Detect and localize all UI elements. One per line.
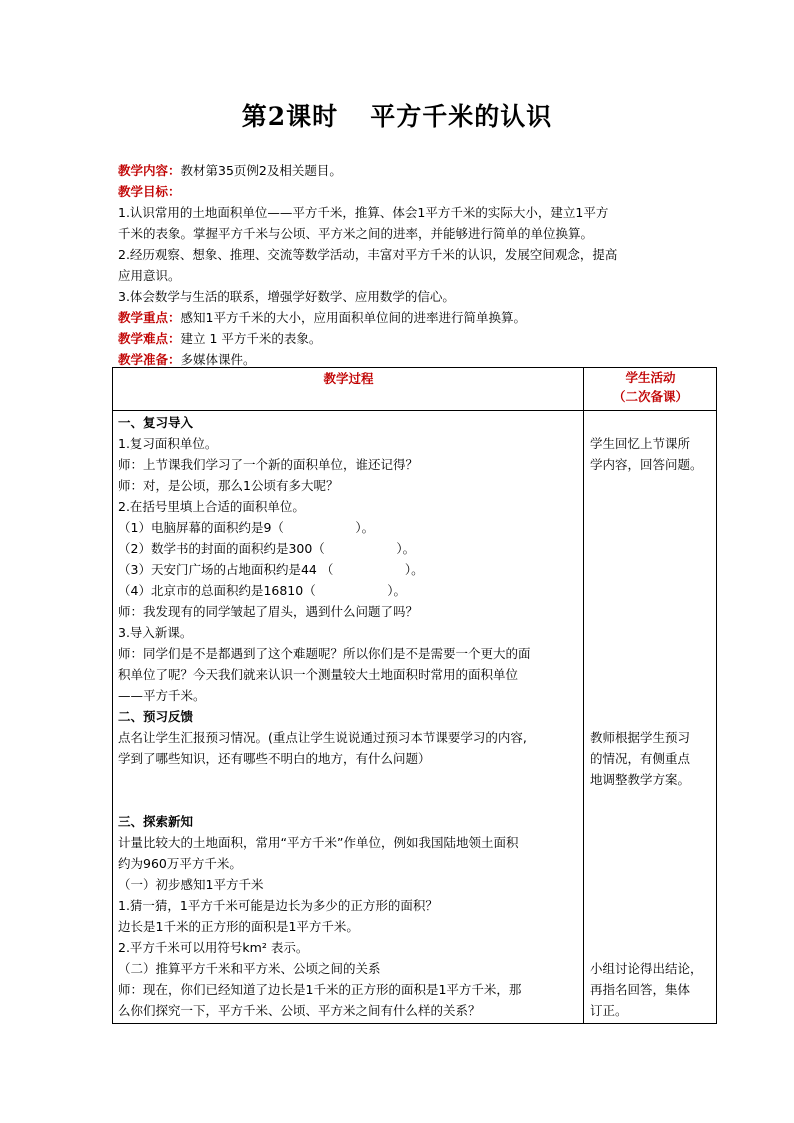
activity-line (590, 706, 712, 727)
activity-line (590, 853, 712, 874)
process-line: 三、探索新知 (118, 814, 194, 829)
process-line: 一、复习导入 (118, 415, 194, 430)
activity-line: 地调整教学方案。 (590, 772, 691, 787)
intro-text: 感知1平方千米的大小，应用面积单位间的进率进行简单换算。 (180, 310, 526, 325)
intro-line (118, 307, 718, 328)
activity-line (590, 832, 712, 853)
process-line: 2.在括号里填上合适的面积单位。 (118, 499, 305, 514)
intro-line (118, 244, 718, 265)
process-line: （2）数学书的封面的面积约是300（ ）。 (118, 541, 416, 556)
lesson-number: 第2课时 (241, 102, 339, 131)
student-activity-content (584, 411, 717, 1024)
process-line: 学到了哪些知识，还有哪些不明白的地方，有什么问题） (118, 751, 431, 766)
activity-line: 小组讨论得出结论， (590, 961, 703, 976)
table-header-row (113, 368, 717, 411)
activity-line: 再指名回答，集体 (590, 982, 691, 997)
process-line: 3.导入新课。 (118, 625, 193, 640)
intro-text: 多媒体课件。 (180, 352, 256, 367)
intro-text: 教材第35页例2及相关题目。 (180, 163, 342, 178)
process-line: （4）北京市的总面积约是16810（ ）。 (118, 583, 406, 598)
page-title (0, 99, 794, 135)
process-line: （一）初步感知1平方千米 (118, 877, 264, 892)
teaching-process-table (112, 367, 717, 1024)
process-line (118, 790, 579, 811)
process-line: 点名让学生汇报预习情况。(重点让学生说说通过预习本节课要学习的内容, (118, 730, 527, 745)
activity-line: 的情况，有侧重点 (590, 751, 691, 766)
process-line: 积单位了呢？今天我们就来认识一个测量较大土地面积时常用的面积单位 (118, 667, 519, 682)
activity-line: 教师根据学生预习 (590, 730, 691, 745)
intro-label: 教学重点： (118, 310, 181, 325)
activity-line (590, 937, 712, 958)
process-line: 师：我发现有的同学皱起了眉头，遇到什么问题了吗？ (118, 604, 419, 619)
process-line: ——平方千米。 (118, 688, 206, 703)
activity-line (590, 874, 712, 895)
intro-label: 教学难点： (118, 331, 181, 346)
activity-line: 订正。 (590, 1003, 628, 1018)
activity-line: 学生回忆上节课所 (590, 436, 691, 451)
process-line: 二、预习反馈 (118, 709, 194, 724)
activity-line (590, 412, 712, 433)
activity-line (590, 916, 712, 937)
activity-line: 学内容，回答问题。 (590, 457, 703, 472)
activity-line (590, 517, 712, 538)
process-line: 2.平方千米可以用符号km² 表示。 (118, 940, 309, 955)
intro-line (118, 223, 718, 244)
intro-text: 2.经历观察、想象、推理、交流等数学活动，丰富对平方千米的认识，发展空间观念，提高 (118, 247, 618, 262)
lesson-topic: 平方千米的认识 (370, 102, 553, 131)
activity-line (590, 685, 712, 706)
process-line: 约为960万平方千米。 (118, 856, 242, 871)
activity-line (590, 601, 712, 622)
intro-label: 教学准备： (118, 352, 181, 367)
intro-text: 千米的表象。掌握平方千米与公顷、平方米之间的进率，并能够进行简单的单位换算。 (118, 226, 594, 241)
intro-line (118, 202, 718, 223)
process-line: （1）电脑屏幕的面积约是9（ ）。 (118, 520, 375, 535)
intro-text: 应用意识。 (118, 268, 181, 283)
process-line: 师：同学们是不是都遇到了这个难题呢？所以你们是不是需要一个更大的面 (118, 646, 531, 661)
process-line: 计量比较大的土地面积，常用“平方千米”作单位，例如我国陆地领土面积 (118, 835, 519, 850)
process-line: 1.复习面积单位。 (118, 436, 218, 451)
activity-line (590, 664, 712, 685)
process-line: 师：对，是公顷，那么1公顷有多大呢？ (118, 478, 339, 493)
intro-line (118, 328, 718, 349)
process-line: 师：上节课我们学习了一个新的面积单位，谁还记得？ (118, 457, 419, 472)
activity-line (590, 643, 712, 664)
process-line: 么你们探究一下，平方千米、公顷、平方米之间有什么样的关系？ (118, 1003, 481, 1018)
process-line: （3）天安门广场的占地面积约是44 （ ）。 (118, 562, 424, 577)
activity-line (590, 538, 712, 559)
activity-line (590, 790, 712, 811)
activity-line (590, 580, 712, 601)
table-body-row (113, 411, 717, 1024)
process-line: 边长是1千米的正方形的面积是1平方千米。 (118, 919, 359, 934)
intro-text: 建立 1 平方千米的表象。 (180, 331, 322, 346)
header-teaching-process: 教学过程 (113, 368, 584, 411)
intro-line (118, 265, 718, 286)
activity-line (590, 559, 712, 580)
header-student-activity: 学生活动 （二次备课） (584, 368, 717, 411)
process-line: （二）推算平方千米和平方米、公顷之间的关系 (118, 961, 381, 976)
lesson-intro (118, 160, 718, 370)
intro-text: 1.认识常用的土地面积单位——平方千米，推算、体会1平方千米的实际大小，建立1平方 (118, 205, 609, 220)
intro-label: 教学目标： (118, 184, 181, 199)
process-line: 师：现在，你们已经知道了边长是1千米的正方形的面积是1平方千米，那 (118, 982, 522, 997)
intro-line (118, 286, 718, 307)
activity-line (590, 475, 712, 496)
activity-line (590, 622, 712, 643)
activity-line (590, 811, 712, 832)
process-line (118, 769, 579, 790)
intro-label: 教学内容： (118, 163, 181, 178)
intro-text: 3.体会数学与生活的联系，增强学好数学、应用数学的信心。 (118, 289, 455, 304)
activity-line (590, 496, 712, 517)
intro-line (118, 181, 718, 202)
teaching-process-content (113, 411, 584, 1024)
intro-line (118, 160, 718, 181)
process-line: 1.猜一猜，1平方千米可能是边长为多少的正方形的面积？ (118, 898, 438, 913)
activity-line (590, 895, 712, 916)
